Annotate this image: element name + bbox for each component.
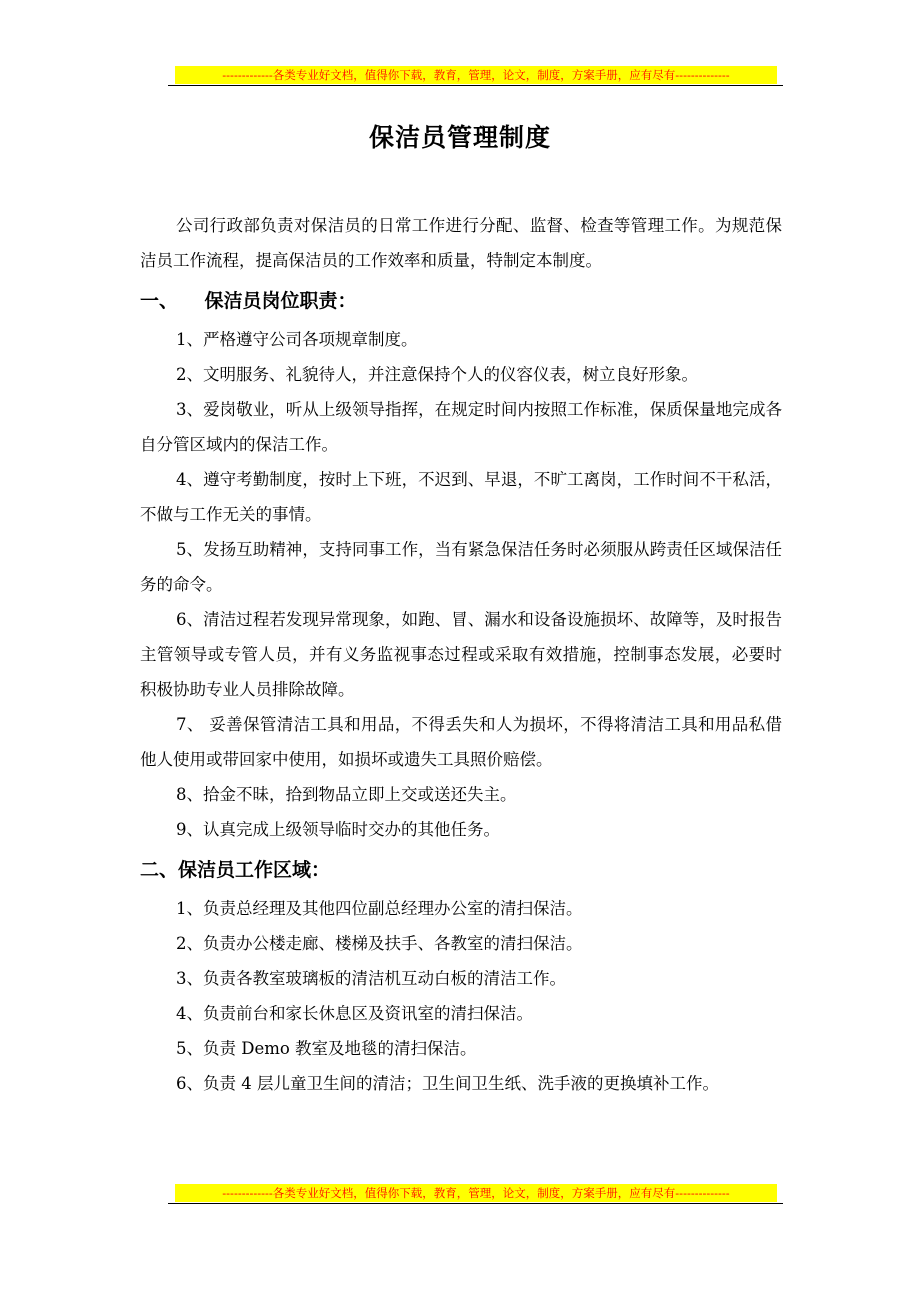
section-1-item: 4、遵守考勤制度，按时上下班，不迟到、早退，不旷工离岗，工作时间不干私活，不做与工作无关的事情。 [140, 470, 782, 524]
section-2-item: 5、负责 Demo 教室及地毯的清扫保洁。 [176, 1039, 477, 1058]
header-rule [168, 85, 783, 86]
section-1-heading: 一、 保洁员岗位职责： [140, 290, 357, 312]
section-1-item: 1、严格遵守公司各项规章制度。 [176, 330, 418, 349]
section-2-item: 3、负责各教室玻璃板的清洁机互动白板的清洁工作。 [176, 969, 566, 988]
intro-paragraph: 公司行政部负责对保洁员的日常工作进行分配、监督、检查等管理工作。为规范保洁员工作流程，提高保洁员的工作效率和质量，特制定本制度。 [140, 216, 782, 270]
section-2-heading: 二、保洁员工作区域： [140, 859, 331, 881]
section-1-item: 7、 妥善保管清洁工具和用品，不得丢失和人为损坏，不得将清洁工具和用品私借他人使用或带回家中使用，如损坏或遗失工具照价赔偿。 [140, 715, 782, 769]
section-2-item: 6、负责 4 层儿童卫生间的清洁；卫生间卫生纸、洗手液的更换填补工作。 [176, 1074, 719, 1093]
footer-banner: -------------各类专业好文档，值得你下载，教育，管理，论文，制度，方案手册，应有尽有-------------- [175, 1184, 777, 1202]
section-1-item: 8、拾金不昧，拾到物品立即上交或送还失主。 [176, 785, 517, 804]
section-1-item: 6、清洁过程若发现异常现象，如跑、冒、漏水和设备设施损坏、故障等，及时报告主管领导或专管人员，并有义务监视事态过程或采取有效措施，控制事态发展，必要时积极协助专业人员排除故障。 [140, 610, 782, 699]
section-1-item: 3、爱岗敬业，听从上级领导指挥，在规定时间内按照工作标准，保质保量地完成各自分管区域内的保洁工作。 [140, 400, 782, 454]
section-1-item: 9、认真完成上级领导临时交办的其他任务。 [176, 820, 500, 839]
footer-rule [168, 1203, 783, 1204]
section-2-item: 2、负责办公楼走廊、楼梯及扶手、各教室的清扫保洁。 [176, 934, 583, 953]
section-1-item: 2、文明服务、礼貌待人，并注意保持个人的仪容仪表，树立良好形象。 [176, 365, 698, 384]
header-banner: -------------各类专业好文档，值得你下载，教育，管理，论文，制度，方案手册，应有尽有-------------- [175, 66, 777, 84]
document-title: 保洁员管理制度 [368, 123, 551, 152]
section-2-item: 1、负责总经理及其他四位副总经理办公室的清扫保洁。 [176, 899, 583, 918]
document-body [140, 208, 782, 1101]
section-2-item: 4、负责前台和家长休息区及资讯室的清扫保洁。 [176, 1004, 533, 1023]
section-1-item: 5、发扬互助精神，支持同事工作，当有紧急保洁任务时必须服从跨责任区域保洁任务的命令。 [140, 540, 782, 594]
